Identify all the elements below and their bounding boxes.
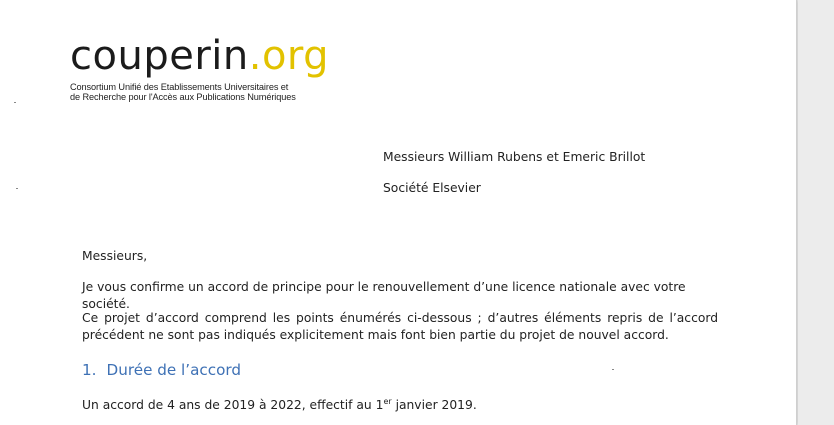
scan-speck bbox=[16, 188, 18, 189]
duration-text-superscript: er bbox=[383, 397, 392, 406]
duration-text-main: Un accord de 4 ans de 2019 à 2022, effectif au 1 bbox=[82, 398, 384, 412]
logo-tagline-line1: Consortium Unifié des Etablissements Universitaires et bbox=[70, 82, 289, 92]
couperin-logo bbox=[70, 34, 329, 102]
section-title: Durée de l’accord bbox=[106, 361, 242, 379]
recipient-names: Messieurs William Rubens et Emeric Brillot bbox=[383, 150, 646, 164]
section-heading-duration bbox=[82, 361, 241, 379]
scan-speck bbox=[612, 369, 614, 370]
section-number: 1. bbox=[82, 361, 97, 379]
salutation: Messieurs, bbox=[82, 249, 148, 263]
paragraph-confirmation: Je vous confirme un accord de principe pour le renouvellement d’une licence nationale avec votre société. bbox=[82, 280, 686, 311]
logo-tagline-line2: de Recherche pour l'Accès aux Publications Numériques bbox=[70, 92, 296, 102]
section-duration-text bbox=[82, 397, 718, 414]
paragraph-project: Ce projet d’accord comprend les points énumérés ci-dessous ; d’autres éléments repris de l’accord précédent ne sont pas indiqués explicitement mais font bien partie du projet de nouvel accord. bbox=[82, 311, 718, 342]
logo-wordmark bbox=[70, 34, 329, 78]
logo-brand: couperin bbox=[70, 33, 249, 79]
viewer-scroll-area[interactable] bbox=[798, 0, 834, 425]
logo-extension: .org bbox=[248, 33, 330, 79]
recipient-company: Société Elsevier bbox=[383, 181, 481, 195]
duration-text-end: janvier 2019. bbox=[391, 398, 477, 412]
scan-speck bbox=[14, 102, 16, 103]
